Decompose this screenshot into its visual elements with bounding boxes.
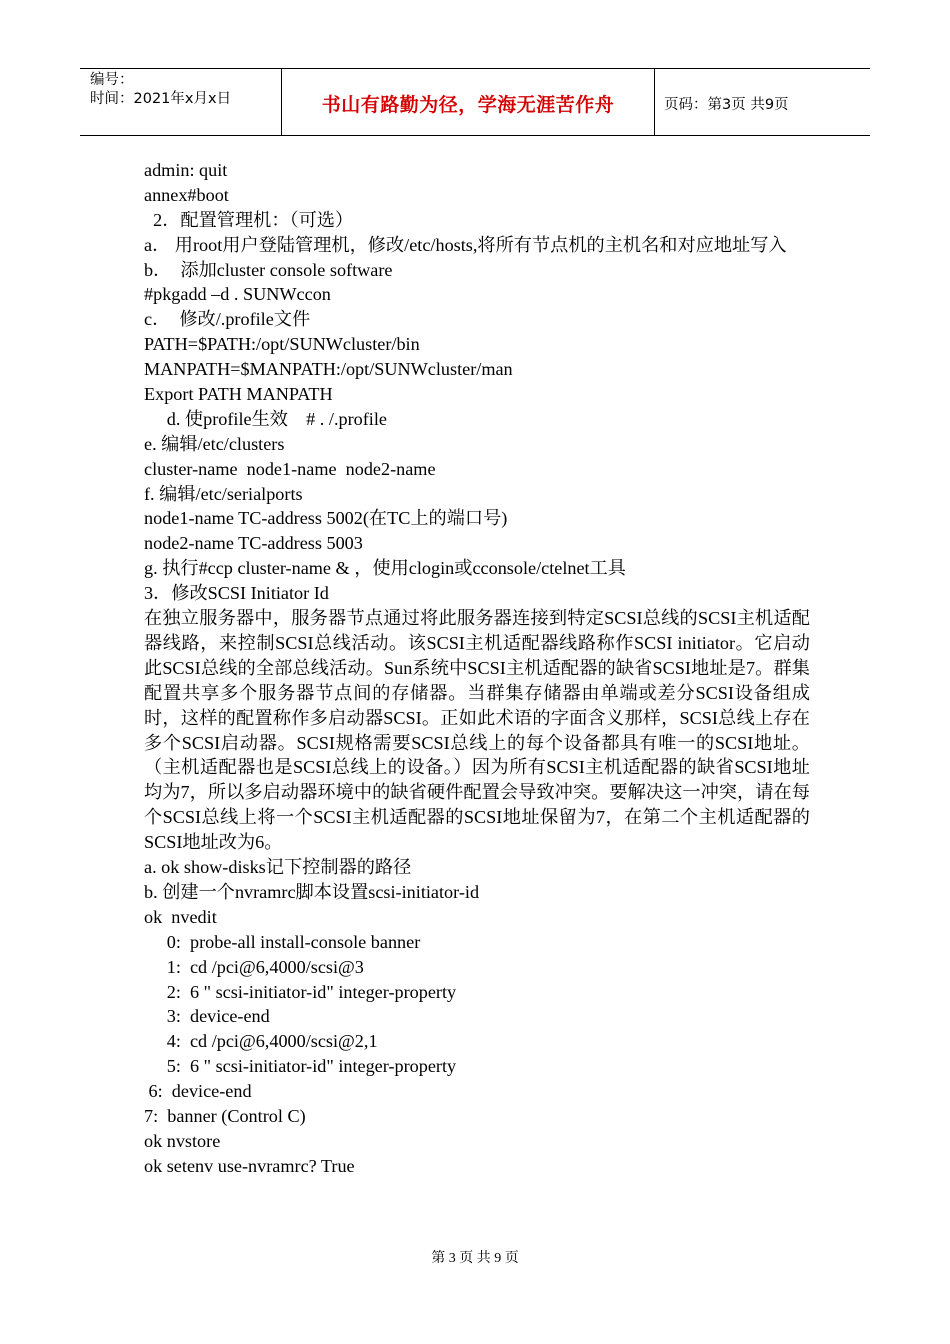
body-line: a. ok show-disks记下控制器的路径 <box>144 857 412 878</box>
code-line: 6: device-end <box>144 1081 252 1102</box>
body-line: b． 添加cluster console software <box>144 259 393 280</box>
code-line: Export PATH MANPATH <box>144 384 333 405</box>
code-line: 3: device-end <box>144 1006 270 1027</box>
code-line: #pkgadd –d . SUNWccon <box>144 284 331 305</box>
section-heading: 3．修改SCSI Initiator Id <box>144 583 329 604</box>
header-motto: 书山有路勤为径，学海无涯苦作舟 <box>321 94 615 116</box>
body-paragraph: 在独立服务器中，服务器节点通过将此服务器连接到特定SCSI总线的SCSI主机适配器线路，来控制SCSI总线活动。该SCSI主机适配器线路称作SCSI initiator。它启动此SCSI总线的全部总线活动。Sun系统中SCSI主机适配器的缺省SCSI地址是7。群集配置共享多个服务器节点间的存储器。当群集存储器由单端或差分SCSI设备组成时，这样的配置称作多启动器SCSI。正如此术语的字面含义那样，SCSI总线上存在多个SCSI启动器。SCSI规格需要SCSI总线上的每个设备都具有唯一的SCSI地址。（主机适配器也是SCSI总线上的设备。）因为所有SCSI主机适配器的缺省SCSI地址均为7，所以多启动器环境中的缺省硬件配置会导致冲突。要解决这一冲突，请在每个SCSI总线上将一个SCSI主机适配器的SCSI地址保留为7，在第二个主机适配器的SCSI地址改为6。 <box>144 608 810 853</box>
code-line: node1-name TC-address 5002(在TC上的端口号) <box>144 508 508 529</box>
section-heading: 2．配置管理机：（可选） <box>144 209 354 230</box>
header-bottom-rule <box>80 135 870 136</box>
header-time-label: 时间：2021年x月x日 <box>90 91 232 107</box>
code-line: ok nvstore <box>144 1130 221 1151</box>
code-line: 1: cd /pci@6,4000/scsi@3 <box>144 956 364 977</box>
header-divider-left <box>281 68 282 136</box>
body-line: b. 创建一个nvramrc脚本设置scsi-initiator-id <box>144 882 480 902</box>
code-line: node2-name TC-address 5003 <box>144 533 363 554</box>
code-line: 4: cd /pci@6,4000/scsi@2,1 <box>144 1031 378 1052</box>
header-divider-right <box>654 68 655 136</box>
header-number-label: 编号： <box>90 72 134 88</box>
code-line: 0: probe-all install-console banner <box>144 931 421 952</box>
code-line: MANPATH=$MANPATH:/opt/SUNWcluster/man <box>144 359 513 380</box>
body-line: annex#boot <box>144 184 229 205</box>
header-meta <box>90 71 231 109</box>
code-line: PATH=$PATH:/opt/SUNWcluster/bin <box>144 334 420 355</box>
page-footer: 第 3 页 共 9 页 <box>431 1251 519 1266</box>
body-line: f. 编辑/etc/serialports <box>144 483 303 504</box>
body-line: admin: quit <box>144 160 228 180</box>
code-line: ok setenv use-nvramrc? True <box>144 1155 355 1176</box>
body-paragraph: a． 用root用户登陆管理机，修改/etc/hosts,将所有节点机的主机名和对应地址写入 <box>144 234 787 255</box>
body-line: d. 使profile生效 # . /.profile <box>144 408 387 429</box>
document-body <box>144 158 810 1179</box>
body-line: c． 修改/.profile文件 <box>144 309 311 330</box>
code-line: cluster-name node1-name node2-name <box>144 458 436 479</box>
code-line: 7: banner (Control C) <box>144 1106 306 1127</box>
code-line: 5: 6 " scsi-initiator-id" integer-property <box>144 1056 457 1077</box>
body-line: e. 编辑/etc/clusters <box>144 433 285 454</box>
header-page-label: 页码：第3页 共9页 <box>664 97 789 113</box>
body-line: g. 执行#ccp cluster-name & ，使用clogin或cconsole/ctelnet工具 <box>144 558 626 579</box>
code-line: ok nvedit <box>144 906 217 927</box>
header-top-rule <box>80 68 870 69</box>
code-line: 2: 6 " scsi-initiator-id" integer-property <box>144 981 457 1002</box>
